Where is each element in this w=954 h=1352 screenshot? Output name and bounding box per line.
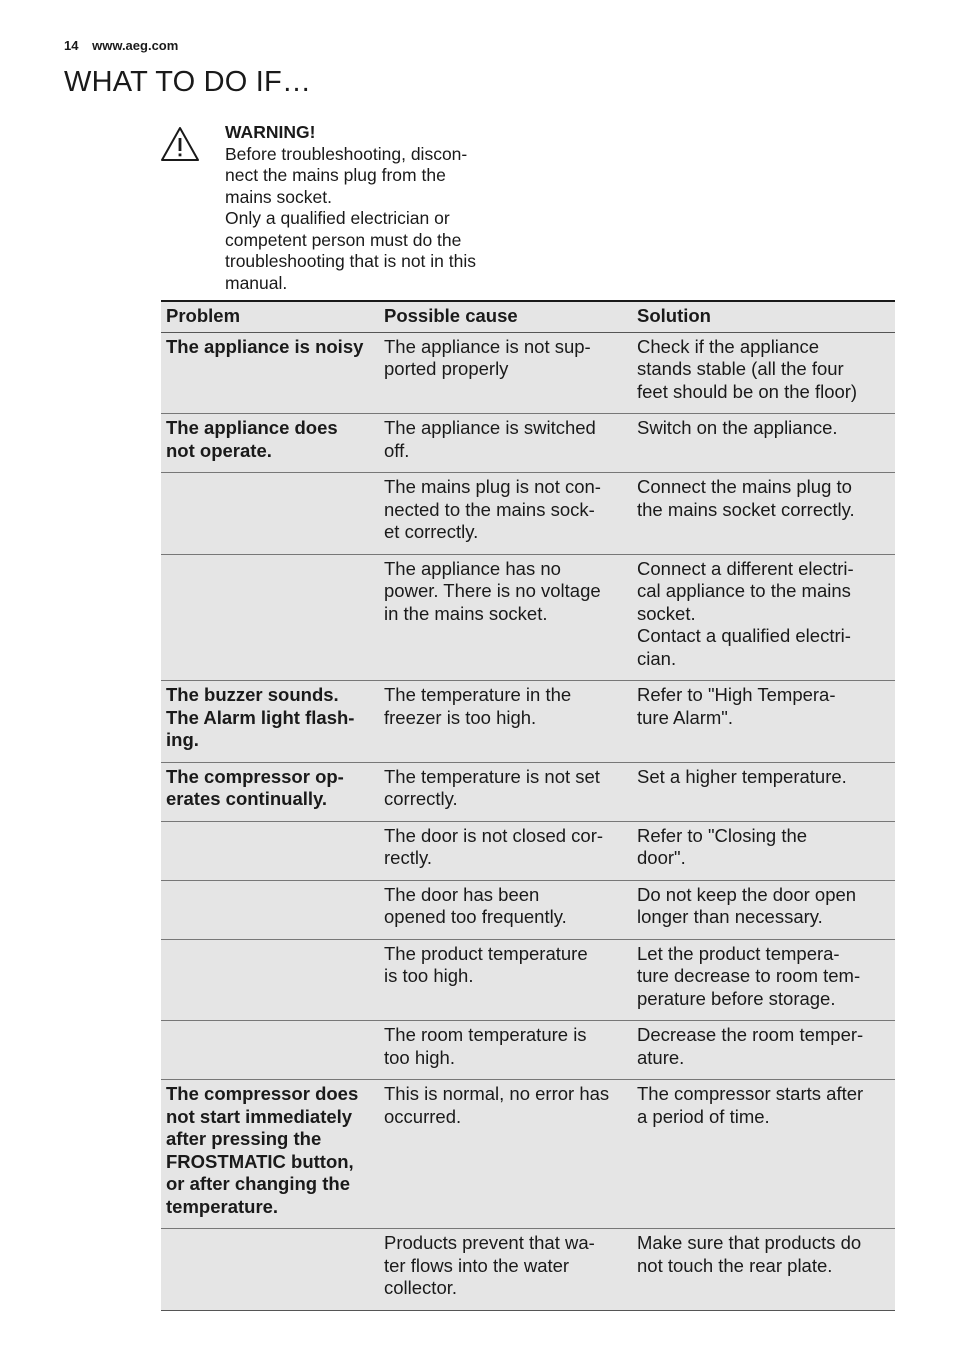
solution-cell (632, 762, 895, 821)
cause-cell (379, 939, 632, 1021)
solution-cell (632, 880, 895, 939)
cause-cell-line: et correctly. (384, 521, 479, 542)
table-row (161, 554, 895, 681)
cause-cell-line: The temperature is not set (384, 765, 600, 787)
problem-cell-line: after pressing the (166, 1128, 322, 1149)
solution-cell (632, 332, 895, 414)
header-problem: Problem (161, 301, 379, 332)
cause-cell-line: The room temperature is (384, 1024, 587, 1045)
cause-cell-line: collector. (384, 1277, 458, 1298)
warning-body (225, 144, 515, 295)
solution-cell-line: not touch the rear plate. (637, 1254, 833, 1276)
solution-cell-line: Switch on the appliance. (637, 417, 838, 438)
solution-cell-line: feet should be on the floor) (637, 380, 858, 402)
solution-cell-line: stands stable (all the four (637, 358, 844, 379)
website-url: www.aeg.com (92, 38, 179, 53)
problem-cell-line: The buzzer sounds. (166, 684, 339, 705)
solution-cell (632, 1021, 895, 1080)
solution-cell-line: Check if the appliance (637, 335, 820, 357)
warning-line: competent person must do the (225, 229, 462, 250)
warning-line: Before troubleshooting, discon- (225, 143, 468, 164)
problem-cell (161, 1021, 379, 1080)
cause-cell-line: correctly. (384, 788, 458, 809)
solution-cell (632, 1080, 895, 1229)
solution-cell-line: the mains socket correctly. (637, 498, 855, 520)
cause-cell-line: power. There is no voltage (384, 580, 601, 601)
cause-cell-line: is too high. (384, 965, 474, 986)
table-row (161, 762, 895, 821)
page-number: 14 (64, 38, 79, 53)
warning-heading: WARNING! (225, 122, 316, 142)
cause-cell-line: The door has been (384, 883, 540, 905)
header-possible-cause: Possible cause (379, 301, 632, 332)
problem-cell (161, 332, 379, 414)
cause-cell-line: in the mains socket. (384, 602, 548, 624)
warning-line: nect the mains plug from the (225, 165, 446, 185)
problem-cell-line: erates continually. (166, 788, 328, 809)
cause-cell (379, 821, 632, 880)
solution-cell-line: socket. (637, 602, 696, 624)
cause-cell (379, 1080, 632, 1229)
cause-cell (379, 880, 632, 939)
problem-cell (161, 473, 379, 555)
cause-cell-line: too high. (384, 1046, 455, 1068)
solution-cell-line: Refer to "High Tempera- (637, 684, 836, 705)
solution-cell (632, 554, 895, 681)
warning-text (225, 122, 515, 294)
table-row (161, 1021, 895, 1080)
cause-cell-line: The product temperature (384, 942, 588, 964)
problem-cell-line: FROSTMATIC button, (166, 1150, 354, 1172)
cause-cell (379, 473, 632, 555)
cause-cell-line: The door is not closed cor- (384, 824, 604, 846)
problem-cell-line: The compressor does (166, 1083, 359, 1104)
solution-cell-line: door". (637, 847, 686, 868)
problem-cell-line: or after changing the (166, 1173, 350, 1194)
solution-cell-line: longer than necessary. (637, 906, 823, 927)
problem-cell-line: The appliance does (166, 417, 338, 438)
warning-line: manual. (225, 272, 288, 293)
cause-cell (379, 414, 632, 473)
table-row (161, 414, 895, 473)
problem-cell (161, 1229, 379, 1311)
problem-cell (161, 762, 379, 821)
table-row (161, 681, 895, 763)
warning-triangle-icon (160, 126, 200, 162)
cause-cell-line: The temperature in the (384, 684, 572, 705)
cause-cell-line: The appliance is not sup- (384, 335, 591, 357)
header-solution: Solution (632, 301, 895, 332)
table-row (161, 939, 895, 1021)
problem-cell (161, 414, 379, 473)
solution-cell-line: cian. (637, 647, 677, 669)
solution-cell (632, 821, 895, 880)
table-row (161, 1080, 895, 1229)
cause-cell (379, 332, 632, 414)
problem-cell-line: temperature. (166, 1195, 279, 1217)
cause-cell-line: This is normal, no error has (384, 1083, 610, 1104)
problem-cell (161, 939, 379, 1021)
solution-cell (632, 414, 895, 473)
solution-cell-line: Connect a different electri- (637, 557, 854, 579)
solution-cell-line: Contact a qualified electri- (637, 625, 851, 646)
problem-cell (161, 681, 379, 763)
solution-cell (632, 681, 895, 763)
warning-line: Only a qualified electrician or (225, 208, 450, 228)
cause-cell (379, 1021, 632, 1080)
table-row (161, 332, 895, 414)
cause-cell-line: ported properly (384, 358, 509, 379)
solution-cell-line: Connect the mains plug to (637, 476, 852, 497)
solution-cell-line: a period of time. (637, 1105, 770, 1127)
cause-cell (379, 681, 632, 763)
cause-cell-line: opened too frequently. (384, 906, 567, 927)
solution-cell-line: ture decrease to room tem- (637, 965, 861, 986)
solution-cell-line: Let the product tempera- (637, 942, 840, 964)
solution-cell (632, 1229, 895, 1311)
solution-cell-line: The compressor starts after (637, 1083, 864, 1104)
table-row (161, 880, 895, 939)
solution-cell (632, 939, 895, 1021)
solution-cell-line: Set a higher temperature. (637, 765, 847, 787)
cause-cell-line: off. (384, 439, 410, 461)
troubleshooting-table (161, 300, 895, 1311)
problem-cell-line: The compressor op- (166, 765, 344, 787)
cause-cell (379, 554, 632, 681)
table-body (161, 332, 895, 1310)
problem-cell-line: not operate. (166, 439, 272, 461)
table-row (161, 1229, 895, 1311)
page-title: WHAT TO DO IF… (64, 66, 312, 98)
page-header (64, 38, 178, 53)
cause-cell-line: nected to the mains sock- (384, 498, 595, 520)
problem-cell-line: ing. (166, 729, 199, 750)
solution-cell-line: Do not keep the door open (637, 883, 857, 905)
problem-cell (161, 821, 379, 880)
problem-cell (161, 880, 379, 939)
solution-cell-line: Decrease the room temper- (637, 1024, 864, 1045)
cause-cell-line: rectly. (384, 847, 432, 868)
problem-cell-line: The Alarm light flash- (166, 706, 355, 728)
warning-line: mains socket. (225, 186, 332, 207)
problem-cell-line: not start immediately (166, 1105, 353, 1127)
cause-cell-line: occurred. (384, 1105, 462, 1127)
cause-cell-line: ter flows into the water (384, 1254, 570, 1276)
cause-cell-line: The mains plug is not con- (384, 476, 601, 497)
solution-cell-line: cal appliance to the mains (637, 580, 851, 601)
solution-cell-line: ture Alarm". (637, 706, 734, 728)
warning-line: troubleshooting that is not in this (225, 251, 476, 271)
table-row (161, 473, 895, 555)
cause-cell-line: The appliance has no (384, 557, 561, 579)
cause-cell-line: freezer is too high. (384, 706, 537, 728)
solution-cell (632, 473, 895, 555)
table-row (161, 821, 895, 880)
problem-cell (161, 1080, 379, 1229)
cause-cell (379, 762, 632, 821)
cause-cell-line: The appliance is switched (384, 417, 596, 438)
problem-cell (161, 554, 379, 681)
solution-cell-line: ature. (637, 1046, 685, 1068)
cause-cell (379, 1229, 632, 1311)
problem-cell-line: The appliance is noisy (166, 335, 364, 357)
table-header-row (161, 301, 895, 332)
solution-cell-line: Refer to "Closing the (637, 824, 808, 846)
cause-cell-line: Products prevent that wa- (384, 1232, 595, 1253)
solution-cell-line: perature before storage. (637, 987, 836, 1009)
solution-cell-line: Make sure that products do (637, 1232, 862, 1253)
